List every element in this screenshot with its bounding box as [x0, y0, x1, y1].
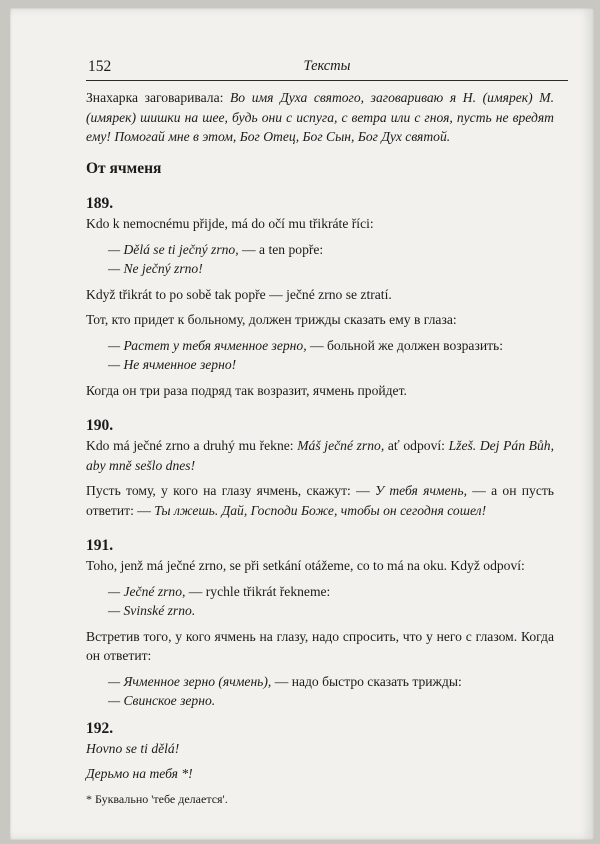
dialog-italic: — Растет у тебя ячменное зерно,	[108, 337, 307, 353]
dialog-line	[108, 355, 554, 375]
entry-number-190: 190.	[86, 417, 114, 434]
italic-span: Hovno se ti dělá!	[86, 740, 180, 756]
page-number: 152	[88, 58, 112, 75]
dialog-italic: — Свинское зерно.	[108, 693, 216, 708]
entry-191-czech-intro: Toho, jenž má ječné zrno, se při setkání otážeme, co to má na oku. Když odpoví:	[86, 558, 525, 573]
dialog-line	[108, 672, 554, 692]
entry-189-czech-outro: Když třikrát to po sobě tak popře — ječné zrno se ztratí.	[86, 286, 392, 302]
dialog-italic: — Svinské zrno.	[108, 603, 196, 618]
entry-192-russian	[86, 764, 554, 784]
dialog-italic: — Ječné zrno,	[108, 583, 186, 599]
entry-189-czech-dialog	[108, 240, 554, 279]
italic-span: Ты лжешь. Дай, Господи Боже, чтобы он сегодня сошел!	[154, 502, 487, 518]
entry-191-russian-dialog	[108, 672, 554, 711]
dialog-text: — больной же должен возразить:	[306, 337, 504, 353]
entry-number-192: 192.	[86, 719, 114, 737]
intro-lead: Знахарка заговаривала:	[86, 90, 230, 105]
dialog-text: — надо быстро сказать трижды:	[271, 673, 462, 689]
section-title: От ячменя	[86, 159, 162, 177]
dialog-line	[108, 582, 554, 602]
entry-190-czech	[86, 436, 554, 475]
page-content	[86, 88, 554, 815]
entry-189-russian-dialog	[108, 336, 554, 375]
page-header	[86, 56, 568, 81]
dialog-text: — rychle třikrát řekneme:	[185, 583, 331, 599]
entry-191-czech-dialog	[108, 582, 554, 621]
entry-192-czech	[86, 739, 554, 759]
entry-191-russian-intro: Встретив того, у кого ячмень на глазу, надо спросить, что у него с глазом. Когда он ответит:	[86, 628, 554, 663]
entry-number-189: 189.	[86, 195, 114, 212]
dialog-italic: — Ne ječný zrno!	[108, 261, 203, 276]
dialog-line	[108, 336, 554, 356]
entry-190-russian	[86, 481, 554, 520]
italic-span: Дерьмо на тебя	[86, 766, 178, 781]
text-span: ať odpoví:	[384, 438, 449, 453]
footnote-marker: *!	[177, 766, 193, 781]
dialog-text: — a ten popře:	[238, 241, 324, 257]
dialog-italic: — Не ячменное зерно!	[108, 357, 237, 372]
italic-span: Máš ječné zrno,	[297, 438, 385, 453]
dialog-line	[108, 240, 554, 260]
intro-spell: Во имя Духа святого, заговариваю я Н. (имярек) М. (имярек) шишки на шее, будь они с испуга, с ветра или с гноя, пусть не вредят ему! Помогай мне в этом, Бог Отец, Бог Сын, Бог Дух святой.	[86, 90, 554, 144]
italic-span: У тебя ячмень,	[374, 483, 467, 498]
dialog-line	[108, 601, 554, 621]
text-span: — а он пусть ответит: —	[86, 483, 554, 518]
footnote: * Буквально 'тебе делается'.	[86, 791, 228, 806]
entry-number-191: 191.	[86, 537, 114, 554]
entry-189-russian-outro: Когда он три раза подряд так возразит, ячмень пройдет.	[86, 382, 407, 398]
text-span: Kdo má ječné zrno a druhý mu řekne:	[86, 438, 298, 453]
text-span: Пусть тому, у кого на глазу ячмень, скажут: —	[86, 483, 375, 498]
intro-paragraph	[86, 88, 554, 147]
running-title: Тексты	[303, 58, 351, 74]
entry-189-russian-intro: Тот, кто придет к больному, должен трижды сказать ему в глаза:	[86, 312, 457, 327]
dialog-italic: — Dělá se ti ječný zrno,	[108, 241, 239, 257]
dialog-italic: — Ячменное зерно (ячмень),	[108, 673, 272, 689]
entry-189-czech-intro: Kdo k nemocnému přijde, má do očí mu třikráte říci:	[86, 216, 374, 231]
italic-span: Lžeš. Dej Pán Bůh, aby mně sešlo dnes!	[86, 438, 554, 473]
dialog-line	[108, 691, 554, 711]
dialog-line	[108, 259, 554, 279]
